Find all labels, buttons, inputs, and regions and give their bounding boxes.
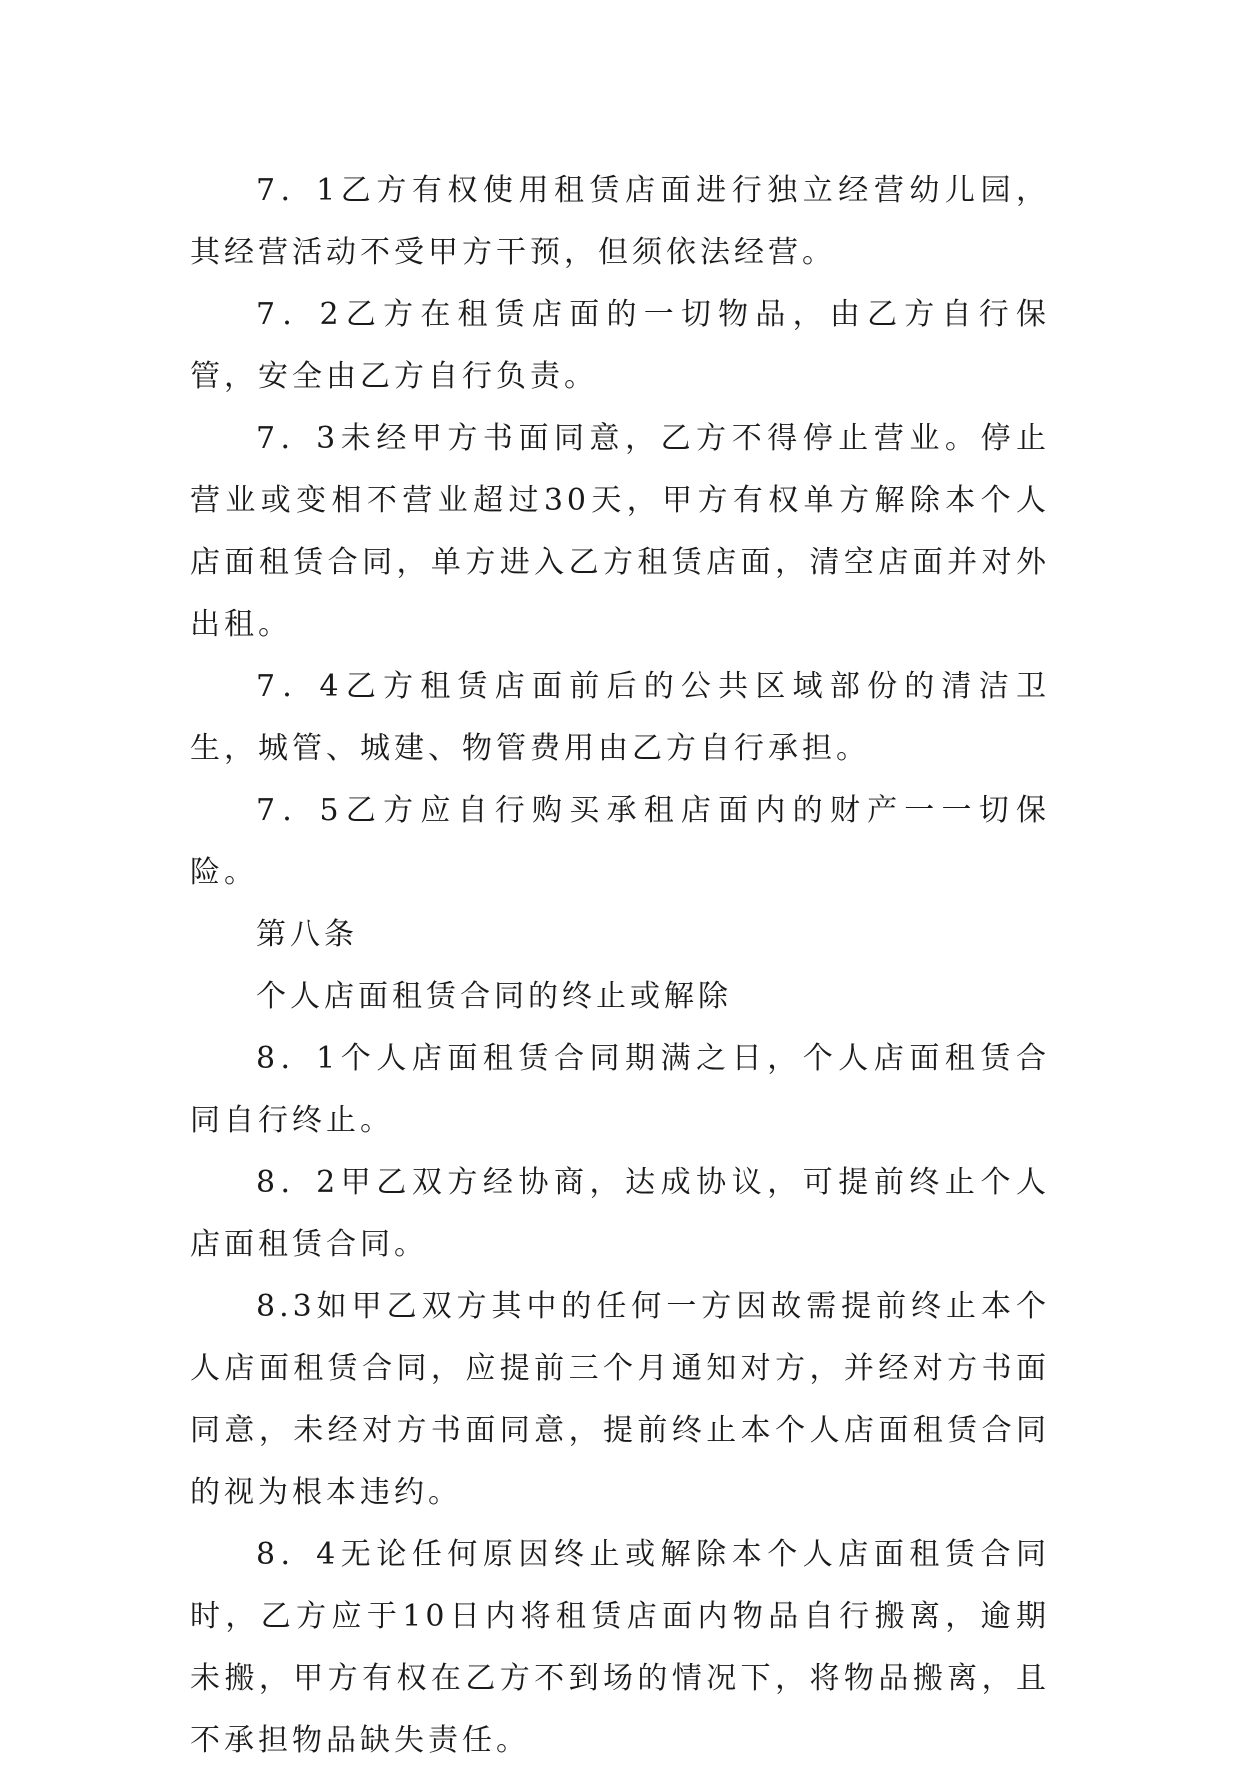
clause-8-4: 8．4无论任何原因终止或解除本个人店面租赁合同时，乙方应于10日内将租赁店面内物品自行搬离，逾期未搬，甲方有权在乙方不到场的情况下，将物品搬离，且不承担物品缺失责任。 xyxy=(190,1537,1050,1758)
clause-7-4: 7．4乙方租赁店面前后的公共区域部份的清洁卫生，城管、城建、物管费用由乙方自行承担。 xyxy=(190,669,1050,766)
document-body xyxy=(190,160,1050,1772)
article-8-title: 个人店面租赁合同的终止或解除 xyxy=(256,979,732,1014)
clause-7-2: 7．2乙方在租赁店面的一切物品，由乙方自行保管，安全由乙方自行负责。 xyxy=(190,297,1050,394)
clause-8-3: 8.3如甲乙双方其中的任何一方因故需提前终止本个人店面租赁合同，应提前三个月通知对方，并经对方书面同意，未经对方书面同意，提前终止本个人店面租赁合同的视为根本违约。 xyxy=(190,1289,1050,1510)
clause-8-1: 8．1个人店面租赁合同期满之日，个人店面租赁合同自行终止。 xyxy=(190,1041,1050,1138)
clause-8-2: 8．2甲乙双方经协商，达成协议，可提前终止个人店面租赁合同。 xyxy=(190,1165,1050,1262)
article-8-heading: 第八条 xyxy=(256,917,358,952)
clause-7-1: 7．1乙方有权使用租赁店面进行独立经营幼儿园，其经营活动不受甲方干预，但须依法经营。 xyxy=(190,173,1050,270)
clause-7-5: 7．5乙方应自行购买承租店面内的财产一一切保险。 xyxy=(190,793,1050,890)
clause-7-3: 7．3未经甲方书面同意，乙方不得停止营业。停止营业或变相不营业超过30天，甲方有权单方解除本个人店面租赁合同，单方进入乙方租赁店面，清空店面并对外出租。 xyxy=(190,421,1050,642)
